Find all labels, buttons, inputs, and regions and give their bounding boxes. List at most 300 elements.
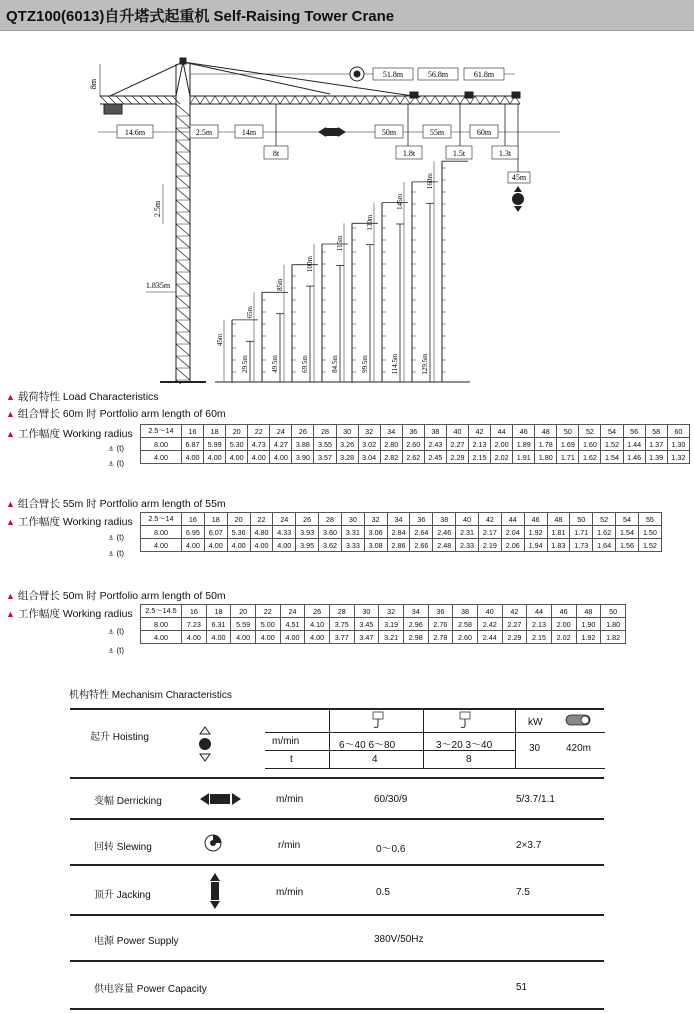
- tower-height-bar: [366, 203, 408, 382]
- table-cell: 1.37: [645, 438, 667, 451]
- jib: [190, 92, 520, 104]
- table-cell: 3.19: [379, 618, 404, 631]
- table-cell: 2.00: [491, 438, 513, 451]
- table-cell: 58: [645, 425, 667, 438]
- hoisting-unit-speed: m/min: [272, 736, 300, 747]
- table-cell: 28: [319, 513, 342, 526]
- table-cell: 50: [570, 513, 593, 526]
- table-cell: 46: [524, 513, 547, 526]
- hoisting-icon: [197, 726, 213, 762]
- free-height-label: 69.5m: [301, 355, 309, 373]
- hoisting-speed-b: 3～20 3～40: [436, 740, 493, 751]
- table-cell: 2.27: [446, 438, 468, 451]
- table-cell: 26: [292, 425, 314, 438]
- table-row: [141, 513, 662, 526]
- table-cell: 2.29: [502, 631, 527, 644]
- table-cell: 34: [380, 425, 402, 438]
- table2-title: ▲ 组合臂长 55m 时 Portfolio arm length of 55m: [6, 498, 226, 510]
- jacking-label: 顶升 Jacking: [94, 890, 151, 901]
- table-cell: 24: [270, 425, 292, 438]
- table-cell: 28: [329, 605, 354, 618]
- table-cell: 8.00: [141, 618, 182, 631]
- tower-heights-chart: [216, 161, 468, 382]
- table-cell: 42: [478, 513, 501, 526]
- slewing-icon: [203, 833, 223, 853]
- table-row: [141, 451, 690, 464]
- table3-title: ▲ 组合臂长 50m 时 Portfolio arm length of 50m: [6, 590, 226, 602]
- hoisting-load-b: 8: [466, 754, 472, 765]
- table-cell: 44: [491, 425, 513, 438]
- table-cell: 4.00: [206, 631, 231, 644]
- divider: [265, 768, 605, 769]
- free-height-label: 99.5m: [361, 355, 369, 373]
- derricking-icon: [318, 127, 346, 137]
- table-cell: 32: [364, 513, 387, 526]
- table-cell: 20: [231, 605, 256, 618]
- table-cell: 1.92: [524, 526, 547, 539]
- power-supply-value: 380V/50Hz: [374, 934, 424, 945]
- table-cell: 4.00: [204, 539, 227, 552]
- height-top-label: 8m: [89, 78, 98, 90]
- table-cell: 1.83: [547, 539, 570, 552]
- table-cell: 46: [551, 605, 576, 618]
- table-cell: 4.00: [204, 451, 226, 464]
- tower-height-bar: [276, 265, 318, 382]
- slewing-unit: r/min: [278, 840, 301, 851]
- hoisting-load-a: 4: [372, 754, 378, 765]
- table-cell: 4.00: [280, 631, 305, 644]
- table-row: [141, 618, 626, 631]
- table-cell: 24: [273, 513, 296, 526]
- free-height-label: 114.5m: [391, 353, 399, 375]
- mast-width-label: 1.835m: [145, 281, 171, 290]
- table-cell: 48: [547, 513, 570, 526]
- tower-height-bar: [246, 292, 288, 382]
- table-cell: 2.78: [428, 631, 453, 644]
- load-table-60m: [140, 424, 690, 464]
- table-cell: 2.48: [433, 539, 456, 552]
- table2-unit-1: ⚓ (t): [108, 533, 125, 542]
- table-cell: 3.33: [341, 539, 364, 552]
- hook-icon: ⚓: [108, 446, 115, 453]
- table-cell: 1.39: [645, 451, 667, 464]
- table-cell: 2.5～14: [141, 513, 182, 526]
- table-cell: 50: [601, 605, 626, 618]
- table-cell: 5.30: [226, 438, 248, 451]
- table-cell: 18: [204, 513, 227, 526]
- divider: [265, 732, 605, 733]
- table-row: [141, 539, 662, 552]
- table-cell: 42: [502, 605, 527, 618]
- table1-unit-1: ⚓ (t): [108, 444, 125, 453]
- table-cell: 26: [305, 605, 330, 618]
- table-cell: 4.00: [141, 451, 182, 464]
- table-cell: 4.73: [248, 438, 270, 451]
- table3-unit-2: ⚓ (t): [108, 646, 125, 655]
- table-row: [141, 438, 690, 451]
- divider: [70, 864, 604, 866]
- table-cell: 3.60: [319, 526, 342, 539]
- tower-height-label: 100m: [306, 256, 314, 272]
- lower-dimensions: [98, 125, 560, 138]
- page-title: QTZ100(6013)自升塔式起重机 Self-Raising Tower Crane: [6, 8, 395, 25]
- free-height-label: 129.5m: [421, 353, 429, 375]
- table1-unit-2: ⚓ (t): [108, 459, 125, 468]
- table-cell: 36: [402, 425, 424, 438]
- tower-height-bar: [396, 182, 438, 382]
- load-heading: ▲ 载荷特性 Load Characteristics: [6, 391, 159, 403]
- table-cell: 1.56: [616, 539, 639, 552]
- table-cell: 1.52: [638, 539, 661, 552]
- table-cell: 2.42: [477, 618, 502, 631]
- table-cell: 1.90: [576, 618, 601, 631]
- table-cell: 34: [387, 513, 410, 526]
- table1-title: ▲ 组合臂长 60m 时 Portfolio arm length of 60m: [6, 408, 226, 420]
- table-cell: 1.89: [513, 438, 535, 451]
- table3-unit-1: ⚓ (t): [108, 627, 125, 636]
- slewing-icon: [350, 67, 364, 81]
- table-cell: 40: [477, 605, 502, 618]
- table-cell: 36: [410, 513, 433, 526]
- free-height-label: 84.5m: [331, 355, 339, 373]
- table-cell: 2.02: [551, 631, 576, 644]
- hoisting-unit-load: t: [290, 754, 293, 765]
- table-cell: 1.73: [570, 539, 593, 552]
- table-cell: 3.04: [358, 451, 380, 464]
- divider: [70, 708, 604, 710]
- tower-height-bar: [216, 320, 258, 382]
- table-cell: 1.91: [513, 451, 535, 464]
- counter-jib: [100, 96, 180, 114]
- table-cell: 4.00: [273, 539, 296, 552]
- table-cell: 2.31: [456, 526, 479, 539]
- divider: [70, 960, 604, 962]
- table-cell: 3.57: [314, 451, 336, 464]
- table-cell: 4.33: [273, 526, 296, 539]
- table-cell: 2.27: [502, 618, 527, 631]
- table-cell: 4.10: [305, 618, 330, 631]
- load-table-50m: [140, 604, 626, 644]
- table-cell: 2.60: [402, 438, 424, 451]
- derricking-speed: 60/30/9: [374, 794, 408, 805]
- table-cell: 38: [453, 605, 478, 618]
- table-cell: 1.62: [593, 526, 616, 539]
- table-cell: 22: [248, 425, 270, 438]
- hoisting-kw: 30: [529, 743, 541, 754]
- table-cell: 4.00: [226, 451, 248, 464]
- table-cell: 1.54: [601, 451, 623, 464]
- load-table-55m: [140, 512, 662, 552]
- table-cell: 1.80: [535, 451, 557, 464]
- table-cell: 4.00: [270, 451, 292, 464]
- hoisting-rope: 420m: [566, 743, 592, 754]
- table-row: [141, 526, 662, 539]
- tower-height-bar: [426, 161, 468, 382]
- table-cell: 3.21: [379, 631, 404, 644]
- table1-radius-label: ▲ 工作幅度 Working radius: [6, 428, 133, 440]
- table-cell: 52: [593, 513, 616, 526]
- derricking-label: 变幅 Derricking: [94, 796, 162, 807]
- top-span-3: 61.8m: [473, 70, 495, 79]
- tower-height-label: 45m: [216, 333, 224, 347]
- table-cell: 4.00: [255, 631, 280, 644]
- table-cell: 6.31: [206, 618, 231, 631]
- table-cell: 1.71: [570, 526, 593, 539]
- table-cell: 2.5～14: [141, 425, 182, 438]
- table-cell: 1.78: [535, 438, 557, 451]
- table-row: [141, 425, 690, 438]
- table-cell: 16: [182, 605, 207, 618]
- table-cell: 42: [469, 425, 491, 438]
- table-cell: 1.71: [557, 451, 579, 464]
- table-cell: 2.33: [456, 539, 479, 552]
- table-cell: 1.69: [557, 438, 579, 451]
- table-cell: 44: [527, 605, 552, 618]
- table-cell: 8.00: [141, 438, 182, 451]
- hook-icon: ⚓: [108, 551, 115, 558]
- free-height-bar: [241, 341, 254, 382]
- table-cell: 3.26: [336, 438, 358, 451]
- divider: [70, 777, 604, 779]
- table-cell: 2.60: [453, 631, 478, 644]
- table-cell: 22: [250, 513, 273, 526]
- table-cell: 2.98: [403, 631, 428, 644]
- table-cell: 2.76: [428, 618, 453, 631]
- free-height-bar: [271, 314, 284, 382]
- table-cell: 38: [424, 425, 446, 438]
- table-cell: 4.00: [182, 451, 204, 464]
- table-cell: 48: [576, 605, 601, 618]
- table-cell: 1.64: [593, 539, 616, 552]
- counter-jib-length: 14.6m: [124, 128, 146, 137]
- table-cell: 6.07: [204, 526, 227, 539]
- table-cell: 46: [513, 425, 535, 438]
- tower-height-label: 130m: [366, 214, 374, 231]
- table-cell: 38: [433, 513, 456, 526]
- tower-height-label: 145m: [396, 193, 404, 210]
- hook-icon: ⚓: [108, 648, 115, 655]
- table-cell: 18: [206, 605, 231, 618]
- table-cell: 30: [354, 605, 379, 618]
- free-height-bar: [391, 224, 404, 382]
- table-cell: 1.80: [601, 618, 626, 631]
- table-cell: 30: [341, 513, 364, 526]
- table-cell: 3.75: [329, 618, 354, 631]
- top-span-1: 51.8m: [382, 70, 404, 79]
- tip-capacity-3: 1.3t: [498, 149, 512, 158]
- table-cell: 1.52: [601, 438, 623, 451]
- table-cell: 4.00: [231, 631, 256, 644]
- table-cell: 34: [403, 605, 428, 618]
- tower-height-bar: [306, 244, 348, 382]
- table-cell: 2.80: [380, 438, 402, 451]
- hook-icon: [368, 711, 388, 731]
- hook-icon: [455, 711, 475, 731]
- table-cell: 2.15: [527, 631, 552, 644]
- table-cell: 52: [579, 425, 601, 438]
- table-cell: 2.00: [551, 618, 576, 631]
- table-cell: 3.77: [329, 631, 354, 644]
- table-cell: 2.19: [478, 539, 501, 552]
- table-cell: 3.28: [336, 451, 358, 464]
- table-cell: 54: [601, 425, 623, 438]
- table-cell: 20: [226, 425, 248, 438]
- table-cell: 2.13: [527, 618, 552, 631]
- table-cell: 1.32: [667, 451, 689, 464]
- table-cell: 2.15: [469, 451, 491, 464]
- jacking-icon: [209, 873, 221, 909]
- table-cell: 2.46: [433, 526, 456, 539]
- table-cell: 24: [280, 605, 305, 618]
- table-cell: 7.23: [182, 618, 207, 631]
- dim-14: 14m: [241, 128, 257, 137]
- table-cell: 2.5～14.5: [141, 605, 182, 618]
- table-cell: 3.45: [354, 618, 379, 631]
- table-cell: 1.94: [524, 539, 547, 552]
- crane-mast: [160, 64, 206, 384]
- table-cell: 1.81: [547, 526, 570, 539]
- free-height-bar: [301, 286, 314, 382]
- table-cell: 2.45: [424, 451, 446, 464]
- table-cell: 4.27: [270, 438, 292, 451]
- table-cell: 4.00: [227, 539, 250, 552]
- table-cell: 32: [358, 425, 380, 438]
- table-cell: 2.84: [387, 526, 410, 539]
- tip-capacity-2: 1.5t: [452, 149, 466, 158]
- table-cell: 2.43: [424, 438, 446, 451]
- crane-diagram: [0, 34, 694, 384]
- hoisting-label: 起升 Hoisting: [90, 732, 149, 743]
- slewing-speed: 0～0.6: [376, 844, 406, 855]
- table-cell: 54: [616, 513, 639, 526]
- table-cell: 4.00: [305, 631, 330, 644]
- divider: [70, 914, 604, 916]
- table-cell: 2.13: [469, 438, 491, 451]
- bottom-span-2: 55m: [429, 128, 445, 137]
- table-cell: 30: [336, 425, 358, 438]
- table-cell: 1.82: [601, 631, 626, 644]
- derricking-icon: [200, 793, 242, 805]
- table-cell: 3.31: [341, 526, 364, 539]
- table-cell: 1.62: [579, 451, 601, 464]
- table-cell: 3.62: [319, 539, 342, 552]
- table-cell: 5.36: [227, 526, 250, 539]
- table-cell: 56: [623, 425, 645, 438]
- table-cell: 20: [227, 513, 250, 526]
- table-cell: 1.44: [623, 438, 645, 451]
- table-cell: 1.46: [623, 451, 645, 464]
- table-cell: 2.66: [410, 539, 433, 552]
- bottom-span-1: 50m: [381, 128, 397, 137]
- slewing-kw: 2×3.7: [516, 840, 542, 851]
- table-cell: 1.92: [576, 631, 601, 644]
- table-cell: 40: [446, 425, 468, 438]
- table-cell: 3.08: [364, 539, 387, 552]
- table-cell: 32: [379, 605, 404, 618]
- table-cell: 1.54: [616, 526, 639, 539]
- table-cell: 5.59: [231, 618, 256, 631]
- table-cell: 5.99: [204, 438, 226, 451]
- divider: [70, 1008, 604, 1010]
- table-cell: 4.51: [280, 618, 305, 631]
- table-cell: 2.44: [477, 631, 502, 644]
- derricking-kw: 5/3.7/1.1: [516, 794, 555, 805]
- free-height-bar: [421, 203, 434, 382]
- table-cell: 16: [182, 425, 204, 438]
- table-cell: 22: [255, 605, 280, 618]
- table-cell: 2.64: [410, 526, 433, 539]
- divider: [329, 710, 330, 768]
- jacking-unit: m/min: [276, 887, 304, 898]
- table-cell: 2.82: [380, 451, 402, 464]
- table-cell: 60: [667, 425, 689, 438]
- mast-section-label: 2.5m: [153, 200, 162, 218]
- table-cell: 4.00: [182, 631, 207, 644]
- table2-unit-2: ⚓ (t): [108, 549, 125, 558]
- table-cell: 2.96: [403, 618, 428, 631]
- table-cell: 18: [204, 425, 226, 438]
- capacity-labels: [264, 146, 530, 183]
- table-cell: 2.17: [478, 526, 501, 539]
- table-cell: 2.58: [453, 618, 478, 631]
- power-capacity-value: 51: [516, 982, 528, 993]
- height-dimension: [89, 64, 100, 96]
- table-cell: 40: [456, 513, 479, 526]
- divider: [515, 710, 516, 768]
- table-cell: 2.62: [402, 451, 424, 464]
- table-cell: 3.93: [296, 526, 319, 539]
- table-cell: 4.00: [141, 631, 182, 644]
- power-capacity-label: 供电容量 Power Capacity: [94, 984, 207, 995]
- slewing-label: 回转 Slewing: [94, 842, 152, 853]
- derricking-unit: m/min: [276, 794, 304, 805]
- table-cell: 3.95: [296, 539, 319, 552]
- table-cell: 3.02: [358, 438, 380, 451]
- table-cell: 1.50: [638, 526, 661, 539]
- free-height-label: 29.5m: [241, 355, 249, 373]
- free-height-bar: [331, 265, 344, 382]
- tower-height-label: 85m: [276, 278, 284, 291]
- dim-2-5: 2.5m: [195, 128, 213, 137]
- hook-icon: ⚓: [108, 629, 115, 636]
- title-bar: [0, 0, 694, 31]
- hoisting-speed-a: 6～40 6～80: [339, 740, 396, 751]
- table3-radius-label: ▲ 工作幅度 Working radius: [6, 608, 133, 620]
- table-cell: 28: [314, 425, 336, 438]
- table-cell: 2.06: [501, 539, 524, 552]
- table-cell: 44: [501, 513, 524, 526]
- tower-height-label: 115m: [336, 235, 344, 252]
- table-cell: 6.95: [182, 526, 205, 539]
- divider: [70, 818, 604, 820]
- rope-drum-icon: [565, 713, 593, 727]
- hoisting-icon: [512, 186, 524, 212]
- tower-height-label: 65m: [246, 306, 254, 319]
- table-cell: 4.00: [141, 539, 182, 552]
- power-supply-label: 电源 Power Supply: [94, 936, 179, 947]
- table-cell: 2.04: [501, 526, 524, 539]
- top-span-2: 56.8m: [427, 70, 449, 79]
- table-cell: 55: [638, 513, 661, 526]
- table-cell: 3.55: [314, 438, 336, 451]
- table-row: [141, 631, 626, 644]
- jacking-kw: 7.5: [516, 887, 530, 898]
- table-cell: 1.60: [579, 438, 601, 451]
- kw-label: kW: [528, 717, 543, 728]
- table-cell: 8.00: [141, 526, 182, 539]
- free-height-label: 49.5m: [271, 355, 279, 373]
- hook-icon: ⚓: [108, 461, 115, 468]
